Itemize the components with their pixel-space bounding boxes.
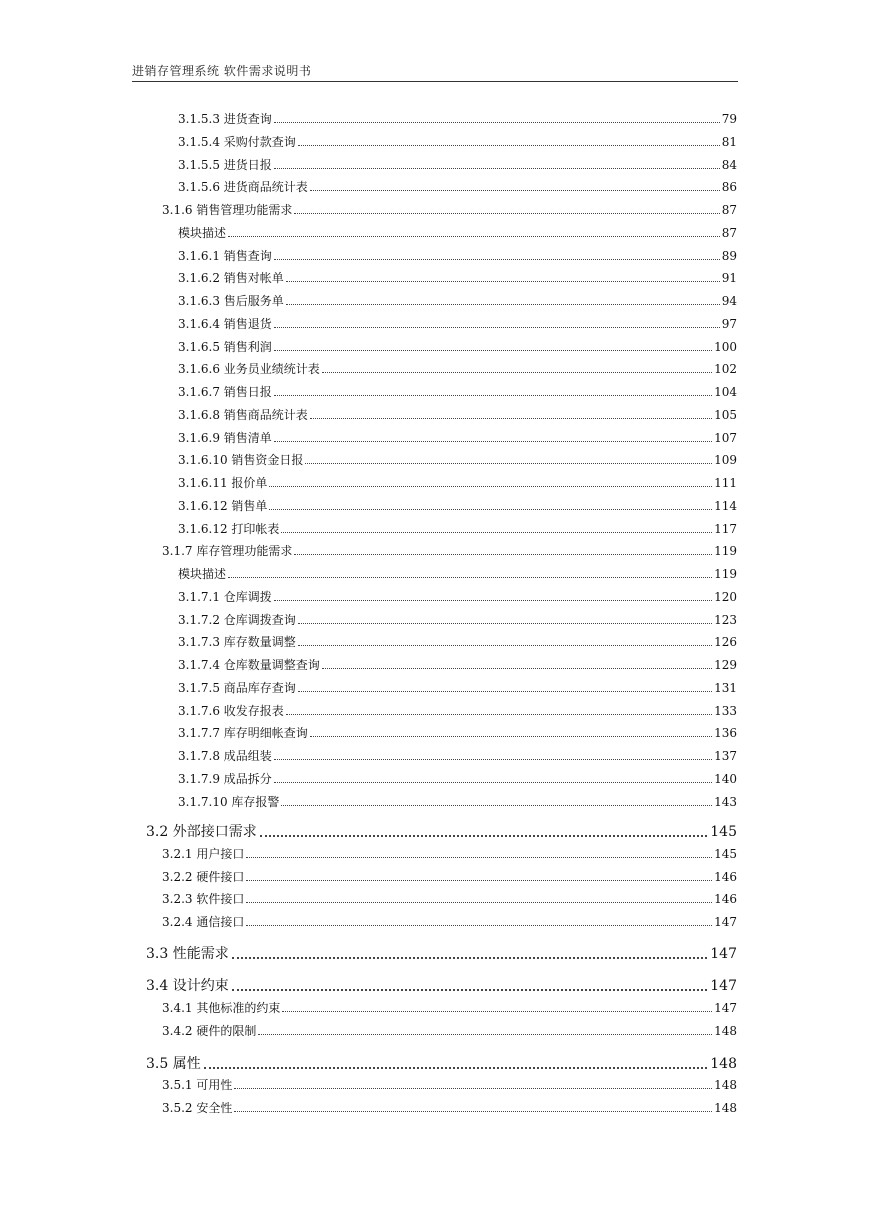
toc-entry[interactable] <box>178 110 737 127</box>
toc-entry[interactable] <box>178 474 737 491</box>
toc-entry[interactable] <box>162 542 737 559</box>
toc-entry[interactable] <box>178 497 737 514</box>
toc-entry-page-number: 119 <box>714 567 737 581</box>
toc-entry-page-number: 111 <box>714 476 737 490</box>
toc-entry-label: 3.1.7.4 仓库数量调整查询 <box>178 658 320 672</box>
toc-entry-page-number: 148 <box>714 1078 737 1092</box>
toc-leader-dots <box>310 736 712 737</box>
toc-leader-dots <box>258 1034 712 1035</box>
toc-entry-page-number: 86 <box>721 180 737 194</box>
toc-entry-page-number: 100 <box>714 340 737 354</box>
toc-entry-label: 3.1.5.4 采购付款查询 <box>178 135 296 149</box>
toc-entry-page-number: 120 <box>714 590 737 604</box>
toc-entry-label: 3.1.7.9 成品拆分 <box>178 772 272 786</box>
toc-entry-page-number: 147 <box>710 978 737 994</box>
toc-entry[interactable] <box>178 224 737 241</box>
toc-entry[interactable] <box>162 999 737 1016</box>
toc-entry-label: 3.5.2 安全性 <box>162 1101 233 1115</box>
toc-entry-page-number: 87 <box>721 226 737 240</box>
toc-entry-label: 3.1.7.10 库存报警 <box>178 795 280 809</box>
toc-entry-label: 3.4.1 其他标准的约束 <box>162 1001 281 1015</box>
toc-leader-dots <box>274 350 712 351</box>
toc-leader-dots <box>274 259 720 260</box>
toc-entry-page-number: 137 <box>714 749 737 763</box>
toc-leader-dots <box>246 880 712 881</box>
toc-entry[interactable] <box>178 656 737 673</box>
toc-entry-page-number: 79 <box>721 112 737 126</box>
toc-entry-page-number: 148 <box>714 1101 737 1115</box>
toc-entry-label: 3.4.2 硬件的限制 <box>162 1024 257 1038</box>
toc-entry-label: 3.1.7 库存管理功能需求 <box>162 544 293 558</box>
toc-entry-label: 3.1.6.7 销售日报 <box>178 385 272 399</box>
toc-leader-dots <box>274 600 712 601</box>
toc-entry[interactable] <box>178 338 737 355</box>
toc-entry-page-number: 146 <box>714 892 737 906</box>
toc-entry-label: 3.1.7.1 仓库调拨 <box>178 590 272 604</box>
toc-entry-label: 3.1.7.3 库存数量调整 <box>178 635 296 649</box>
toc-entry-label: 3.1.7.8 成品组装 <box>178 749 272 763</box>
toc-leader-dots <box>234 1088 712 1089</box>
toc-entry-page-number: 147 <box>714 915 737 929</box>
toc-entry-page-number: 133 <box>714 704 737 718</box>
toc-entry-label: 3.1.6.9 销售清单 <box>178 431 272 445</box>
toc-entry-page-number: 145 <box>710 824 737 840</box>
toc-entry-label: 3.1.7.5 商品库存查询 <box>178 681 296 695</box>
toc-leader-dots <box>286 281 720 282</box>
toc-entry[interactable] <box>178 520 737 537</box>
toc-entry-label: 3.5 属性 <box>146 1056 201 1072</box>
toc-leader-dots <box>232 957 708 959</box>
toc-entry-page-number: 123 <box>714 613 737 627</box>
toc-entry-page-number: 84 <box>721 158 737 172</box>
toc-leader-dots <box>260 835 708 837</box>
toc-entry-page-number: 119 <box>714 544 737 558</box>
toc-entry-page-number: 143 <box>714 795 737 809</box>
toc-entry-label: 3.1.5.6 进货商品统计表 <box>178 180 308 194</box>
toc-entry[interactable] <box>178 724 737 741</box>
toc-entry-page-number: 104 <box>714 385 737 399</box>
toc-entry-label: 3.1.6.4 销售退货 <box>178 317 272 331</box>
toc-leader-dots <box>286 714 712 715</box>
toc-entry[interactable] <box>162 890 737 907</box>
toc-entry-label: 3.5.1 可用性 <box>162 1078 233 1092</box>
toc-entry-page-number: 81 <box>721 135 737 149</box>
toc-entry-label: 3.1.6.10 销售资金日报 <box>178 453 304 467</box>
toc-entry-page-number: 140 <box>714 772 737 786</box>
toc-leader-dots <box>274 395 712 396</box>
toc-leader-dots <box>269 509 712 510</box>
toc-entry-label: 3.2.1 用户接口 <box>162 847 245 861</box>
toc-leader-dots <box>274 782 712 783</box>
header-rule <box>132 81 738 82</box>
toc-entry-label: 3.1.6.1 销售查询 <box>178 249 272 263</box>
toc-leader-dots <box>228 236 720 237</box>
toc-entry-label: 3.1.6 销售管理功能需求 <box>162 203 293 217</box>
toc-entry-page-number: 114 <box>714 499 737 513</box>
toc-entry-page-number: 89 <box>721 249 737 263</box>
toc-entry-label: 3.1.6.8 销售商品统计表 <box>178 408 308 422</box>
toc-entry[interactable] <box>178 588 737 605</box>
toc-leader-dots <box>298 145 720 146</box>
toc-leader-dots <box>274 327 720 328</box>
toc-entry-page-number: 148 <box>714 1024 737 1038</box>
toc-entry[interactable] <box>178 178 737 195</box>
toc-entry-page-number: 87 <box>721 203 737 217</box>
toc-leader-dots <box>281 805 712 806</box>
toc-entry-page-number: 117 <box>714 522 737 536</box>
toc-leader-dots <box>281 532 712 533</box>
toc-entry-label: 模块描述 <box>178 567 227 581</box>
toc-leader-dots <box>246 857 712 858</box>
toc-entry[interactable] <box>162 1022 737 1039</box>
toc-entry-page-number: 97 <box>721 317 737 331</box>
toc-leader-dots <box>322 668 712 669</box>
toc-entry-label: 3.2 外部接口需求 <box>146 824 257 840</box>
toc-entry[interactable] <box>178 156 737 173</box>
toc-entry-label: 3.1.5.5 进货日报 <box>178 158 272 172</box>
toc-entry[interactable] <box>178 269 737 286</box>
toc-entry[interactable] <box>178 292 737 309</box>
toc-entry-page-number: 146 <box>714 870 737 884</box>
toc-entry[interactable] <box>146 943 737 963</box>
toc-entry-page-number: 126 <box>714 635 737 649</box>
toc-entry-label: 3.1.6.12 打印帐表 <box>178 522 280 536</box>
toc-leader-dots <box>294 213 719 214</box>
toc-leader-dots <box>286 304 720 305</box>
toc-entry-label: 3.2.4 通信接口 <box>162 915 245 929</box>
toc-entry[interactable] <box>178 247 737 264</box>
toc-entry[interactable] <box>162 845 737 862</box>
toc-entry-label: 3.1.6.5 销售利润 <box>178 340 272 354</box>
toc-leader-dots <box>310 190 720 191</box>
toc-entry[interactable] <box>178 770 737 787</box>
toc-entry-label: 3.2.3 软件接口 <box>162 892 245 906</box>
toc-leader-dots <box>228 577 712 578</box>
toc-entry-page-number: 109 <box>714 453 737 467</box>
toc-entry-label: 3.1.6.6 业务员业绩统计表 <box>178 362 320 376</box>
page-header-title: 进销存管理系统 软件需求说明书 <box>132 64 312 78</box>
toc-leader-dots <box>274 168 720 169</box>
toc-entry-label: 3.1.7.2 仓库调拨查询 <box>178 613 296 627</box>
toc-entry[interactable] <box>178 793 737 810</box>
toc-entry-page-number: 107 <box>714 431 737 445</box>
toc-entry-page-number: 94 <box>721 294 737 308</box>
toc-entry[interactable] <box>178 633 737 650</box>
toc-entry-label: 3.2.2 硬件接口 <box>162 870 245 884</box>
toc-entry-label: 模块描述 <box>178 226 227 240</box>
toc-entry[interactable] <box>162 913 737 930</box>
toc-entry-page-number: 148 <box>710 1056 737 1072</box>
toc-entry-page-number: 145 <box>714 847 737 861</box>
toc-entry-label: 3.1.6.3 售后服务单 <box>178 294 284 308</box>
toc-entry[interactable] <box>178 315 737 332</box>
toc-entry[interactable] <box>178 360 737 377</box>
toc-entry-page-number: 102 <box>714 362 737 376</box>
toc-entry-page-number: 131 <box>714 681 737 695</box>
toc-entry[interactable] <box>178 429 737 446</box>
toc-leader-dots <box>274 122 720 123</box>
toc-entry[interactable] <box>178 702 737 719</box>
toc-entry-page-number: 147 <box>710 946 737 962</box>
toc-entry[interactable] <box>178 451 737 468</box>
toc-entry[interactable] <box>178 133 737 150</box>
toc-entry-page-number: 91 <box>721 271 737 285</box>
toc-entry[interactable] <box>178 565 737 582</box>
toc-leader-dots <box>298 645 712 646</box>
toc-entry-page-number: 136 <box>714 726 737 740</box>
toc-leader-dots <box>294 554 712 555</box>
toc-entry[interactable] <box>178 406 737 423</box>
toc-entry[interactable] <box>146 1053 737 1073</box>
toc-entry[interactable] <box>178 383 737 400</box>
toc-leader-dots <box>298 691 712 692</box>
toc-entry[interactable] <box>162 201 737 218</box>
toc-leader-dots <box>269 486 712 487</box>
toc-entry[interactable] <box>162 1076 737 1093</box>
toc-entry-label: 3.1.7.7 库存明细帐查询 <box>178 726 308 740</box>
toc-leader-dots <box>322 372 712 373</box>
toc-leader-dots <box>274 759 712 760</box>
toc-leader-dots <box>310 418 712 419</box>
toc-entry[interactable] <box>162 1099 737 1116</box>
toc-entry-label: 3.1.6.2 销售对帐单 <box>178 271 284 285</box>
toc-entry[interactable] <box>178 747 737 764</box>
toc-entry-label: 3.1.6.12 销售单 <box>178 499 268 513</box>
toc-leader-dots <box>274 441 712 442</box>
toc-entry-label: 3.1.6.11 报价单 <box>178 476 268 490</box>
toc-entry-label: 3.1.7.6 收发存报表 <box>178 704 284 718</box>
toc-leader-dots <box>305 463 712 464</box>
toc-entry-label: 3.3 性能需求 <box>146 946 229 962</box>
toc-entry[interactable] <box>146 975 737 995</box>
toc-entry[interactable] <box>178 679 737 696</box>
toc-entry-label: 3.1.5.3 进货查询 <box>178 112 272 126</box>
toc-entry-label: 3.4 设计约束 <box>146 978 229 994</box>
toc-leader-dots <box>234 1111 712 1112</box>
toc-entry[interactable] <box>162 868 737 885</box>
toc-leader-dots <box>232 989 708 991</box>
toc-leader-dots <box>298 623 712 624</box>
toc-entry-page-number: 105 <box>714 408 737 422</box>
toc-leader-dots <box>246 925 712 926</box>
toc-leader-dots <box>282 1011 712 1012</box>
toc-entry[interactable] <box>178 611 737 628</box>
toc-entry[interactable] <box>146 821 737 841</box>
toc-entry-page-number: 147 <box>714 1001 737 1015</box>
toc-leader-dots <box>204 1067 708 1069</box>
toc-leader-dots <box>246 902 712 903</box>
toc-entry-page-number: 129 <box>714 658 737 672</box>
